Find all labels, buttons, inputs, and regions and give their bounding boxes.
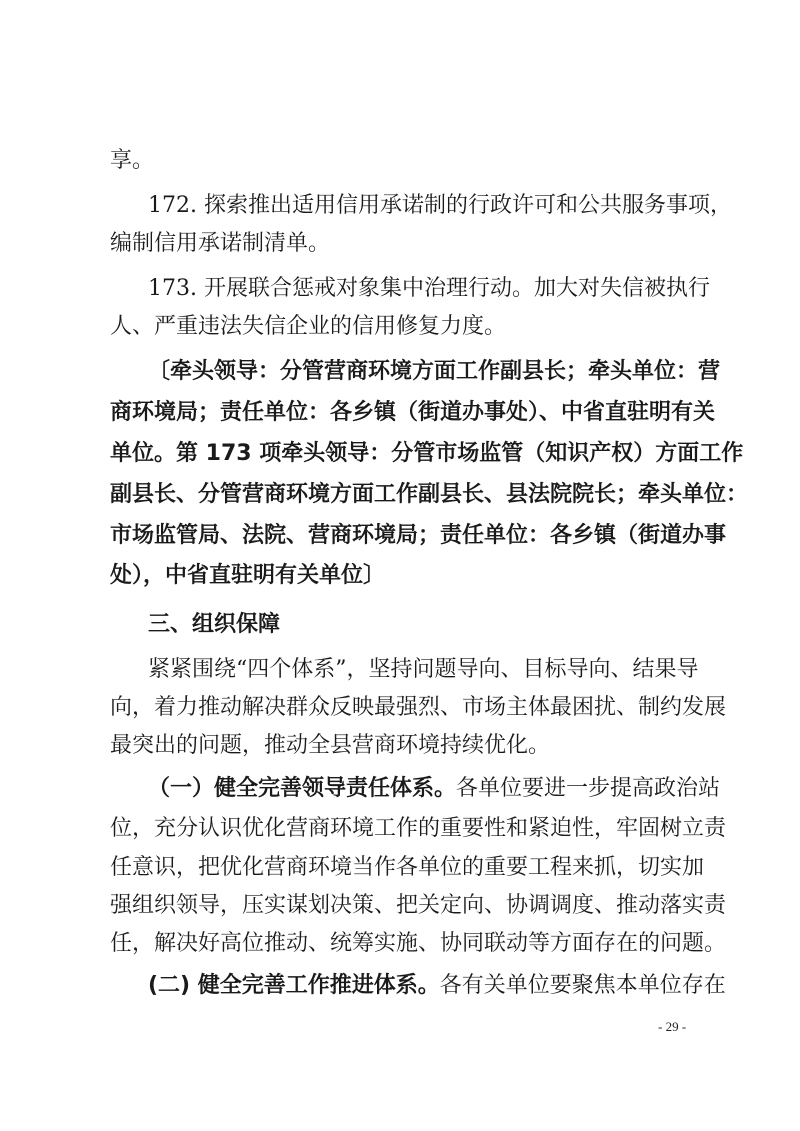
text-line-7: 商环境局；责任单位：各乡镇（街道办事处）、中省直驻明有关 (110, 400, 716, 425)
text-line-15: 最突出的问题，推动全县营商环境持续优化。 (110, 733, 551, 758)
subheading-2: (二) 健全完善工作推进体系。 (148, 973, 440, 998)
text-line-11: 处），中省直驻明有关单位〕 (110, 563, 386, 588)
text-line-1: 享。 (110, 148, 155, 173)
text-line-16 (148, 774, 720, 804)
text-line-17: 位，充分认识优化营商环境工作的重要性和紧迫性，牢固树立责 (110, 816, 727, 841)
text-line-6: 〔牵头领导：分管营商环境方面工作副县长；牵头单位：营 (148, 359, 721, 384)
text-line-4: 173. 开展联合惩戒对象集中治理行动。加大对失信被执行 (148, 276, 710, 301)
text-line-3: 编制信用承诺制清单。 (110, 231, 331, 256)
text-line-13: 紧紧围绕“四个体系”，坚持问题导向、目标导向、结果导 (148, 657, 699, 682)
text-line-14: 向，着力推动解决群众反映最强烈、市场主体最困扰、制约发展 (110, 695, 727, 720)
text-line-9: 副县长、分管营商环境方面工作副县长、县法院院长；牵头单位： (110, 482, 749, 507)
text-line-10: 市场监管局、法院、营商环境局；责任单位：各乡镇（街道办事 (110, 523, 727, 548)
text-line-20: 任，解决好高位推动、统筹实施、协同联动等方面存在的问题。 (110, 931, 727, 956)
text-line-16-body: 各单位要进一步提高政治站 (456, 776, 721, 801)
text-line-5: 人、严重违法失信企业的信用修复力度。 (110, 314, 507, 339)
text-line-8: 单位。第 173 项牵头领导：分管市场监管（知识产权）方面工作 (110, 441, 744, 466)
text-line-21 (148, 971, 726, 1001)
subheading-1: （一）健全完善领导责任体系。 (148, 776, 457, 801)
text-line-18: 任意识，把优化营商环境当作各单位的重要工程来抓，切实加 (110, 855, 705, 880)
text-line-2: 172. 探索推出适用信用承诺制的行政许可和公共服务事项， (148, 193, 732, 218)
text-line-21-body: 各有关单位要聚焦本单位存在 (439, 973, 726, 998)
page-number: - 29 - (658, 1019, 687, 1034)
text-line-19: 强组织领导，压实谋划决策、把关定向、协调调度、推动落实责 (110, 893, 727, 918)
section-heading: 三、组织保障 (148, 612, 281, 637)
